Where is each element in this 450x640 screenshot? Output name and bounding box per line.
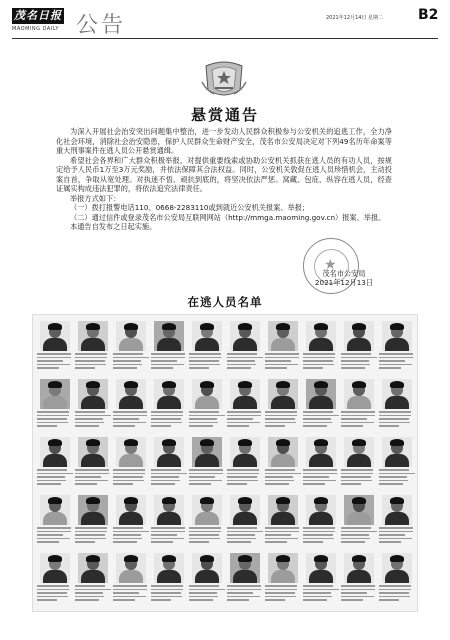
notice-paragraph: （一）拨打报警电话110、0668-2283110或到就近公安机关报案、举报；	[70, 203, 310, 212]
wanted-person-card	[302, 551, 340, 607]
wanted-person-card	[226, 377, 264, 433]
portrait-photo	[306, 437, 336, 467]
wanted-person-card	[226, 493, 264, 549]
person-caption	[75, 527, 111, 545]
portrait-photo	[230, 379, 260, 409]
portrait-photo	[230, 321, 260, 351]
person-caption	[189, 585, 225, 603]
portrait-photo	[40, 321, 70, 351]
person-caption	[189, 353, 225, 371]
person-caption	[75, 353, 111, 371]
portrait-photo	[382, 495, 412, 525]
portrait-photo	[268, 553, 298, 583]
portrait-photo	[78, 495, 108, 525]
person-caption	[227, 411, 263, 429]
wanted-person-card	[264, 435, 302, 491]
signature-block	[308, 269, 380, 287]
person-caption	[303, 353, 339, 371]
wanted-person-card	[112, 319, 150, 375]
person-caption	[151, 353, 187, 371]
police-emblem-icon	[200, 60, 248, 100]
person-caption	[75, 585, 111, 603]
wanted-person-card	[378, 319, 416, 375]
wanted-person-card	[74, 377, 112, 433]
portrait-photo	[306, 321, 336, 351]
person-caption	[37, 469, 73, 487]
wanted-person-card	[378, 551, 416, 607]
wanted-person-card	[302, 493, 340, 549]
signature-org: 茂名市公安局	[322, 269, 366, 278]
section-title: 公告	[76, 13, 127, 38]
portrait-photo	[154, 379, 184, 409]
portrait-photo	[230, 495, 260, 525]
person-caption	[151, 411, 187, 429]
person-caption	[265, 585, 301, 603]
person-caption	[113, 411, 149, 429]
person-caption	[189, 411, 225, 429]
portrait-photo	[344, 495, 374, 525]
person-caption	[265, 353, 301, 371]
portrait-photo	[78, 321, 108, 351]
person-caption	[303, 527, 339, 545]
portrait-photo	[344, 437, 374, 467]
page-header	[0, 0, 450, 44]
portrait-photo	[230, 553, 260, 583]
portrait-photo	[78, 553, 108, 583]
portrait-photo	[40, 495, 70, 525]
person-caption	[37, 585, 73, 603]
portrait-photo	[154, 495, 184, 525]
portrait-photo	[40, 379, 70, 409]
wanted-person-card	[340, 377, 378, 433]
newspaper-subtitle: MAOMING DAILY	[12, 26, 59, 32]
wanted-person-card	[302, 319, 340, 375]
notice-paragraph: 希望社会各界和广大群众积极举报，对提供重要线索或协助公安机关抓获在逃人员的有功人员，按规定给予人民币1万至3万元奖励，并依法保障其合法权益。同时，公安机关敦促在逃人员珍惜机会，主动投案自首，争取从宽处理。对执迷不悟、顽抗到底的，将坚决依法严惩。窝藏、包庇、纵容在逃人员，经查证属实构成违法犯罪的，将依法追究法律责任。	[56, 155, 392, 193]
wanted-person-card	[112, 493, 150, 549]
portrait-photo	[40, 437, 70, 467]
person-caption	[37, 353, 73, 371]
portrait-photo	[116, 437, 146, 467]
person-caption	[113, 353, 149, 371]
person-caption	[379, 353, 415, 371]
person-caption	[151, 469, 187, 487]
wanted-person-card	[340, 493, 378, 549]
wanted-person-card	[302, 435, 340, 491]
wanted-person-card	[188, 551, 226, 607]
portrait-photo	[192, 321, 222, 351]
person-caption	[341, 353, 377, 371]
person-caption	[37, 411, 73, 429]
person-caption	[303, 411, 339, 429]
wanted-person-card	[150, 377, 188, 433]
person-caption	[113, 469, 149, 487]
wanted-person-card	[36, 551, 74, 607]
person-caption	[265, 411, 301, 429]
person-caption	[151, 527, 187, 545]
person-caption	[379, 585, 415, 603]
portrait-photo	[382, 437, 412, 467]
person-caption	[379, 469, 415, 487]
portrait-photo	[192, 379, 222, 409]
notice-paragraph: 本通告自发布之日起实施。	[70, 222, 157, 231]
wanted-person-card	[378, 435, 416, 491]
portrait-photo	[306, 553, 336, 583]
wanted-person-card	[36, 377, 74, 433]
person-caption	[113, 527, 149, 545]
person-caption	[379, 411, 415, 429]
portrait-photo	[306, 379, 336, 409]
wanted-person-card	[188, 435, 226, 491]
portrait-photo	[192, 495, 222, 525]
person-caption	[341, 527, 377, 545]
person-caption	[75, 411, 111, 429]
portrait-photo	[382, 379, 412, 409]
wanted-person-card	[36, 493, 74, 549]
person-caption	[341, 411, 377, 429]
portrait-photo	[268, 437, 298, 467]
portrait-photo	[116, 495, 146, 525]
portrait-photo	[230, 437, 260, 467]
portrait-photo	[154, 553, 184, 583]
wanted-person-card	[112, 435, 150, 491]
person-caption	[341, 585, 377, 603]
person-caption	[227, 469, 263, 487]
wanted-person-card	[378, 377, 416, 433]
portrait-photo	[382, 553, 412, 583]
wanted-person-card	[340, 551, 378, 607]
portrait-photo	[382, 321, 412, 351]
person-caption	[189, 469, 225, 487]
person-caption	[227, 585, 263, 603]
wanted-person-card	[74, 493, 112, 549]
portrait-photo	[268, 495, 298, 525]
wanted-person-card	[74, 551, 112, 607]
portrait-photo	[78, 437, 108, 467]
person-caption	[265, 527, 301, 545]
wanted-person-card	[226, 319, 264, 375]
portrait-photo	[78, 379, 108, 409]
portrait-photo	[192, 437, 222, 467]
wanted-person-card	[74, 319, 112, 375]
portrait-photo	[116, 321, 146, 351]
person-caption	[227, 353, 263, 371]
signature-date: 2021年12月13日	[314, 278, 374, 287]
person-caption	[75, 469, 111, 487]
official-seal-icon: ★	[303, 238, 359, 294]
portrait-photo	[344, 379, 374, 409]
notice-paragraph: 举报方式如下：	[70, 193, 121, 203]
portrait-photo	[154, 437, 184, 467]
person-caption	[37, 527, 73, 545]
person-caption	[265, 469, 301, 487]
wanted-person-card	[226, 551, 264, 607]
wanted-person-card	[188, 493, 226, 549]
wanted-person-card	[188, 377, 226, 433]
person-caption	[303, 585, 339, 603]
page-number: B2	[418, 7, 439, 23]
issue-date: 2021年12月14日 星期二	[326, 15, 384, 21]
person-caption	[113, 585, 149, 603]
wanted-person-card	[340, 435, 378, 491]
wanted-person-card	[302, 377, 340, 433]
wanted-person-card	[36, 435, 74, 491]
wanted-person-card	[150, 551, 188, 607]
person-caption	[379, 527, 415, 545]
wanted-person-card	[112, 377, 150, 433]
portrait-photo	[116, 553, 146, 583]
person-caption	[189, 527, 225, 545]
notice-paragraph: （二）通过信件或登录茂名市公安局互联网网站（http://mmga.maoming.gov.cn）报案、举报。	[70, 212, 386, 222]
wanted-person-card	[150, 319, 188, 375]
header-rule	[12, 38, 438, 39]
wanted-person-card	[264, 551, 302, 607]
portrait-photo	[154, 321, 184, 351]
newspaper-logo: 茂名日报	[14, 9, 62, 22]
portrait-photo	[268, 321, 298, 351]
wanted-person-card	[264, 319, 302, 375]
notice-title: 悬赏通告	[190, 106, 259, 124]
portrait-photo	[344, 553, 374, 583]
wanted-list-title: 在逃人员名单	[187, 295, 263, 309]
portrait-photo	[344, 321, 374, 351]
portrait-photo	[306, 495, 336, 525]
portrait-photo	[40, 553, 70, 583]
wanted-person-card	[150, 435, 188, 491]
person-caption	[341, 469, 377, 487]
wanted-photo-grid	[32, 314, 418, 612]
portrait-photo	[268, 379, 298, 409]
wanted-person-card	[264, 493, 302, 549]
portrait-photo	[192, 553, 222, 583]
person-caption	[227, 527, 263, 545]
person-caption	[303, 469, 339, 487]
wanted-person-card	[74, 435, 112, 491]
wanted-person-card	[188, 319, 226, 375]
person-caption	[151, 585, 187, 603]
wanted-person-card	[378, 493, 416, 549]
wanted-person-card	[226, 435, 264, 491]
wanted-person-card	[112, 551, 150, 607]
notice-body	[56, 127, 392, 232]
wanted-person-card	[264, 377, 302, 433]
portrait-photo	[116, 379, 146, 409]
notice-paragraph: 为深入开展社会治安突出问题集中整治，进一步发动人民群众积极参与公安机关的追逃工作，全力净化社会环境，消除社会治安隐患，保护人民群众生命财产安全，茂名市公安局决定对下列49名历年命案等重大刑事案件在逃人员公开悬赏通缉。	[56, 127, 392, 155]
wanted-person-card	[36, 319, 74, 375]
wanted-person-card	[150, 493, 188, 549]
wanted-person-card	[340, 319, 378, 375]
